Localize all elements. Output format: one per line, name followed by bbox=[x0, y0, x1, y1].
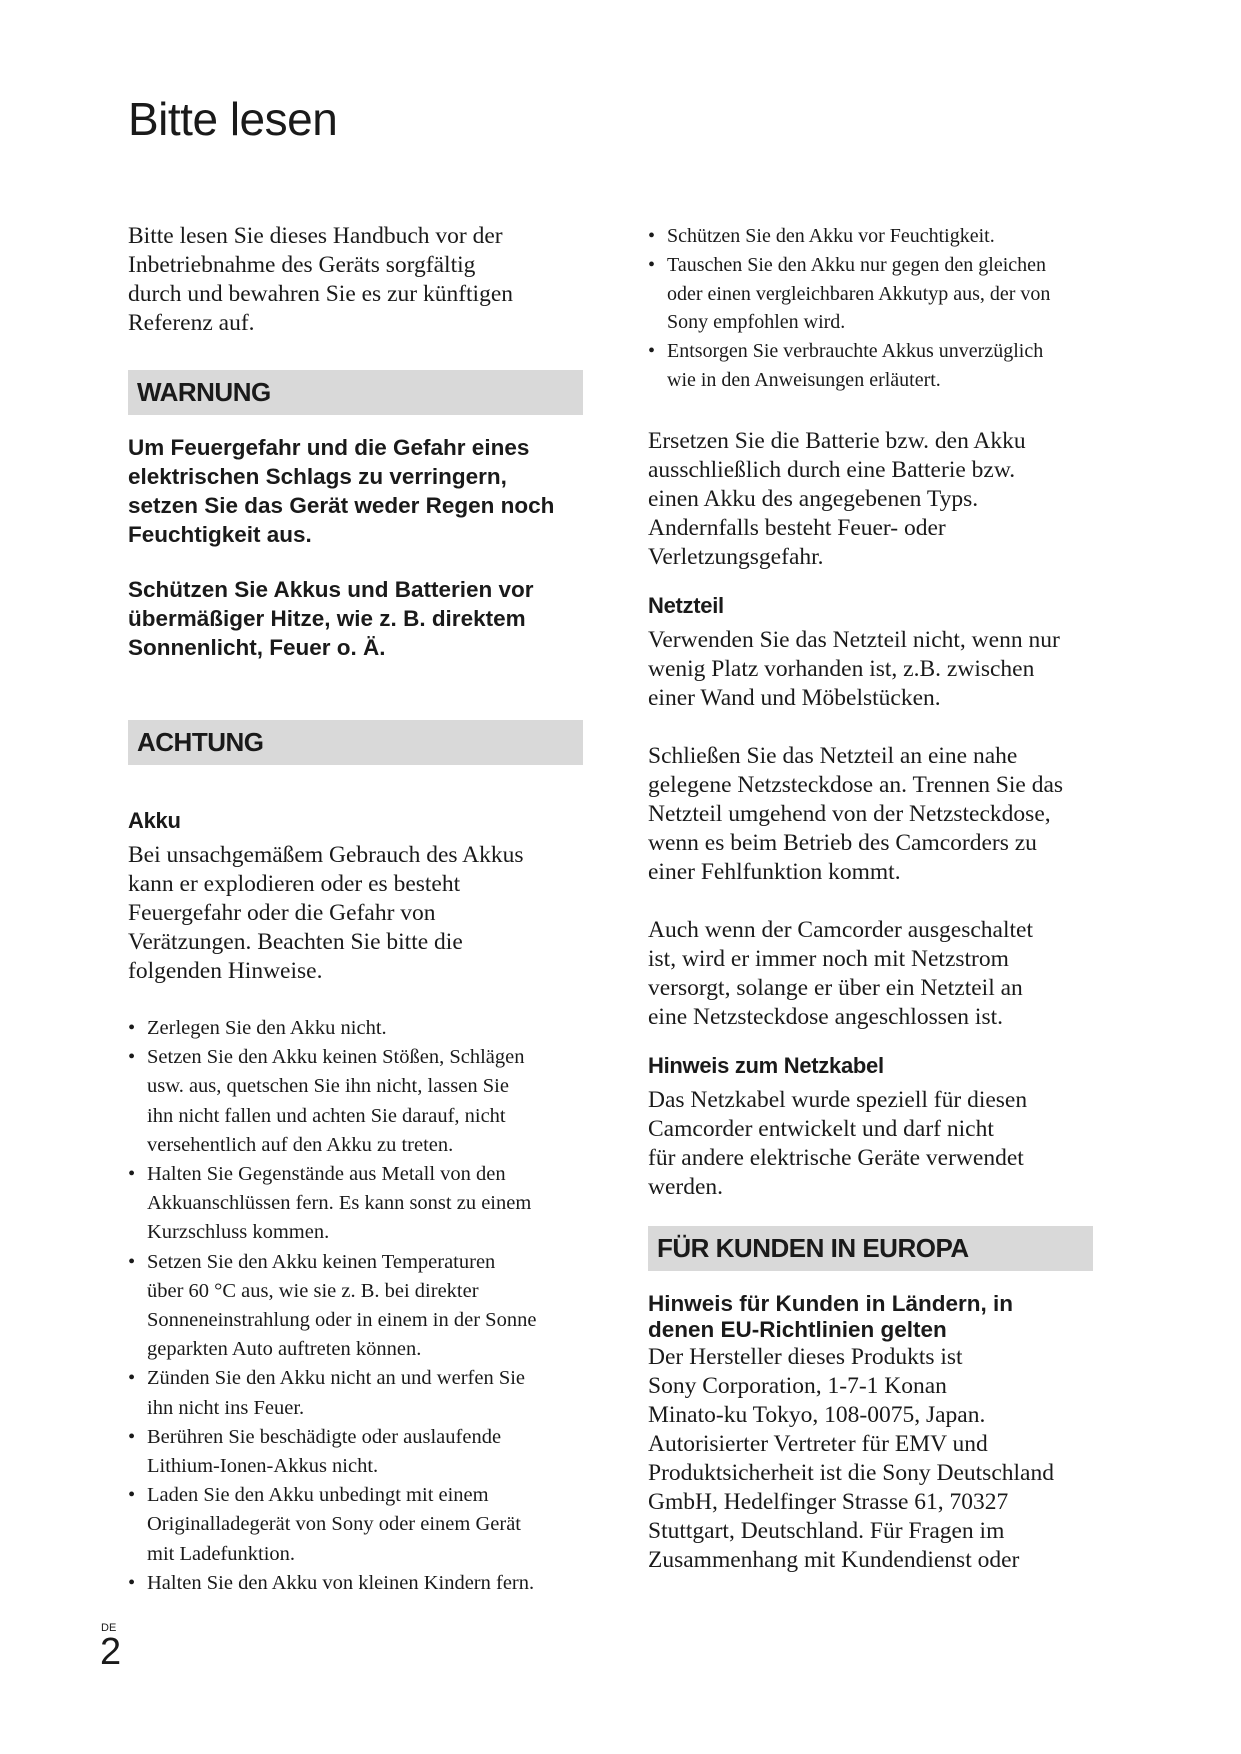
eu-subheading: Hinweis für Kunden in Ländern, in denen EU-Richtlinien gelten bbox=[648, 1290, 1014, 1342]
adapter-paragraph-space: Verwenden Sie das Netzteil nicht, wenn nur wenig Platz vorhanden ist, z.B. zwischen einer Wand und Möbelstücken. bbox=[648, 626, 1060, 711]
warning-banner bbox=[128, 370, 583, 415]
list-item: • Tauschen Sie den Akku nur gegen den gleichen oder einen vergleichbaren Akkutyp aus, der von Sony empfohlen wird. bbox=[648, 251, 1118, 337]
left-column bbox=[128, 222, 583, 1598]
adapter-heading: Netzteil bbox=[648, 592, 724, 618]
europe-banner bbox=[648, 1226, 1093, 1271]
list-item: • Laden Sie den Akku unbedingt mit einem Originalladegerät von Sony oder einem Gerät mit Ladefunktion. bbox=[128, 1481, 583, 1569]
intro-paragraph: Bitte lesen Sie dieses Handbuch vor der Inbetriebnahme des Geräts sorgfältig durch und bewahren Sie es zur künftigen Referenz auf. bbox=[128, 223, 514, 336]
warning-text-fire: Um Feuergefahr und die Gefahr eines elektrischen Schlags zu verringern, setzen Sie das Gerät weder Regen noch Feuchtigkeit aus. bbox=[128, 435, 555, 547]
list-item: • Halten Sie den Akku von kleinen Kindern fern. bbox=[128, 1569, 583, 1598]
page-number: 2 bbox=[100, 1631, 122, 1673]
list-item: • Setzen Sie den Akku keinen Stößen, Schlägen usw. aus, quetschen Sie ihn nicht, lassen Sie ihn nicht fallen und achten Sie darauf, nicht versehentlich auf den Akku zu treten. bbox=[128, 1043, 583, 1160]
warning-heading: WARNUNG bbox=[137, 377, 271, 407]
cable-heading: Hinweis zum Netzkabel bbox=[648, 1052, 884, 1078]
list-item: • Berühren Sie beschädigte oder auslaufende Lithium-Ionen-Akkus nicht. bbox=[128, 1423, 583, 1481]
europe-heading: FÜR KUNDEN IN EUROPA bbox=[657, 1232, 969, 1263]
caution-banner bbox=[128, 720, 583, 765]
battery-replace-paragraph: Ersetzen Sie die Batterie bzw. den Akku ausschließlich durch eine Batterie bzw. einen Akku des angegebenen Typs. Andernfalls besteht Feuer- oder Verletzungsgefahr. bbox=[648, 427, 1026, 570]
akku-bullet-list bbox=[128, 1014, 583, 1598]
page-title: Bitte lesen bbox=[128, 93, 338, 145]
adapter-paragraph-power: Auch wenn der Camcorder ausgeschaltet ist, wird er immer noch mit Netzstrom versorgt, solange er über ein Netzteil an eine Netzsteckdose angeschlossen ist. bbox=[648, 916, 1033, 1030]
akku-paragraph: Bei unsachgemäßem Gebrauch des Akkus kann er explodieren oder es besteht Feuergefahr oder die Gefahr von Verätzungen. Beachten Sie bitte die folgenden Hinweise. bbox=[128, 842, 524, 984]
adapter-paragraph-outlet: Schließen Sie das Netzteil an eine nahe gelegene Netzsteckdose an. Trennen Sie das Netzteil umgehend von der Netzsteckdose, wenn es beim Betrieb des Camcorders zu einer Fehlfunktion kommt. bbox=[648, 742, 1064, 885]
list-item: • Schützen Sie den Akku vor Feuchtigkeit. bbox=[648, 222, 1118, 251]
akku-heading: Akku bbox=[128, 808, 181, 833]
list-item: • Halten Sie Gegenstände aus Metall von den Akkuanschlüssen fern. Es kann sonst zu einem Kurzschluss kommen. bbox=[128, 1160, 583, 1248]
page-language-code: DE bbox=[101, 1622, 117, 1634]
list-item: • Zerlegen Sie den Akku nicht. bbox=[128, 1014, 583, 1043]
cable-paragraph: Das Netzkabel wurde speziell für diesen Camcorder entwickelt und darf nicht für andere elektrische Geräte verwendet werden. bbox=[648, 1086, 1028, 1200]
right-column bbox=[648, 222, 1118, 1575]
warning-text-heat: Schützen Sie Akkus und Batterien vor übermäßiger Hitze, wie z. B. direktem Sonnenlicht, Feuer o. Ä. bbox=[128, 577, 534, 660]
caution-heading: ACHTUNG bbox=[137, 727, 264, 757]
eu-paragraph: Der Hersteller dieses Produkts ist Sony Corporation, 1-7-1 Konan Minato-ku Tokyo, 108-0075, Japan. Autorisierter Vertreter für EMV und Produktsicherheit ist die Sony Deutschland GmbH, Hedelfinger Strasse 61, 70327 Stuttgart, Deutschland. Für Fragen im Zusammenhang mit Kundendienst oder bbox=[648, 1343, 1054, 1573]
list-item: • Zünden Sie den Akku nicht an und werfen Sie ihn nicht ins Feuer. bbox=[128, 1364, 583, 1422]
list-item: • Entsorgen Sie verbrauchte Akkus unverzüglich wie in den Anweisungen erläutert. bbox=[648, 337, 1118, 395]
akku-bullet-list-continued bbox=[648, 222, 1118, 395]
list-item: • Setzen Sie den Akku keinen Temperaturen über 60 °C aus, wie sie z. B. bei direkter Sonneneinstrahlung oder in einem in der Sonne geparkten Auto auftreten können. bbox=[128, 1248, 583, 1365]
